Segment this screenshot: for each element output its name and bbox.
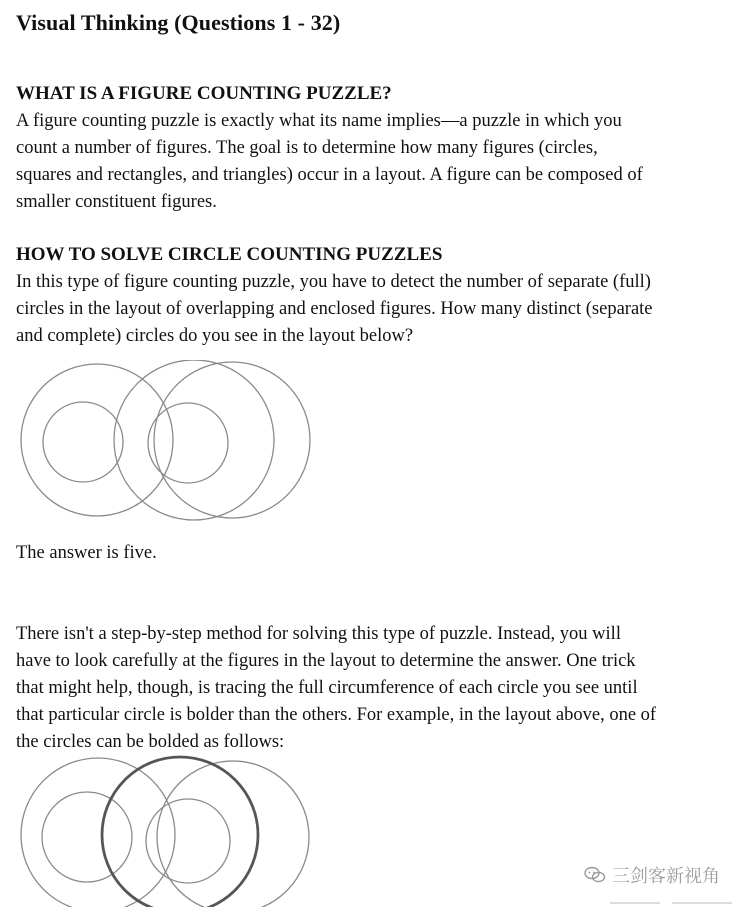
section-paragraph-what-is [16,108,736,216]
text-line: The answer is five. [16,543,157,563]
text-line: A figure counting puzzle is exactly what its name implies—a puzzle in which you [16,111,622,131]
circle-middle [114,360,274,520]
text-line: that particular circle is bolder than the others. For example, in the layout above, one of [16,705,657,725]
circle-outer-right [157,761,309,907]
text-line: In this type of figure counting puzzle, you have to detect the number of separate (full) [16,272,651,292]
bolded-circle-figure [0,755,330,907]
divider [672,902,732,904]
text-line: that might help, though, is tracing the full circumference of each circle you see until [16,678,638,698]
text-line: count a number of figures. The goal is to determine how many figures (circles, [16,138,598,158]
text-line: the circles can be bolded as follows: [16,732,285,752]
circle-inner-left [43,402,123,482]
circle-inner-right [146,799,230,883]
circle-puzzle-figure [0,360,330,530]
text-line: circles in the layout of overlapping and enclosed figures. How many distinct (separate [16,299,653,319]
section-heading-what-is: WHAT IS A FIGURE COUNTING PUZZLE? [16,83,392,104]
circle-outer-left [21,364,173,516]
divider [610,902,660,904]
section-heading-how-to-solve: HOW TO SOLVE CIRCLE COUNTING PUZZLES [16,244,443,265]
circle-outer-right [154,362,310,518]
page-title: Visual Thinking (Questions 1 - 32) [16,10,341,35]
section-paragraph-how-to-solve [16,269,736,350]
text-line: and complete) circles do you see in the layout below? [16,326,414,346]
circle-inner-right [148,403,228,483]
watermark [584,862,720,888]
circle-inner-left [42,792,132,882]
bolded-circle [102,757,258,907]
text-line: There isn't a step-by-step method for solving this type of puzzle. Instead, you will [16,624,621,644]
circle-outer-left [21,758,175,907]
text-line: smaller constituent figures. [16,192,217,212]
chat-bubble-icon [584,866,606,884]
section-paragraph-method [16,621,736,756]
answer-text [16,540,736,567]
text-line: have to look carefully at the figures in the layout to determine the answer. One trick [16,651,636,671]
watermark-text: 三剑客新视角 [612,866,720,887]
text-line: squares and rectangles, and triangles) occur in a layout. A figure can be composed of [16,165,643,185]
